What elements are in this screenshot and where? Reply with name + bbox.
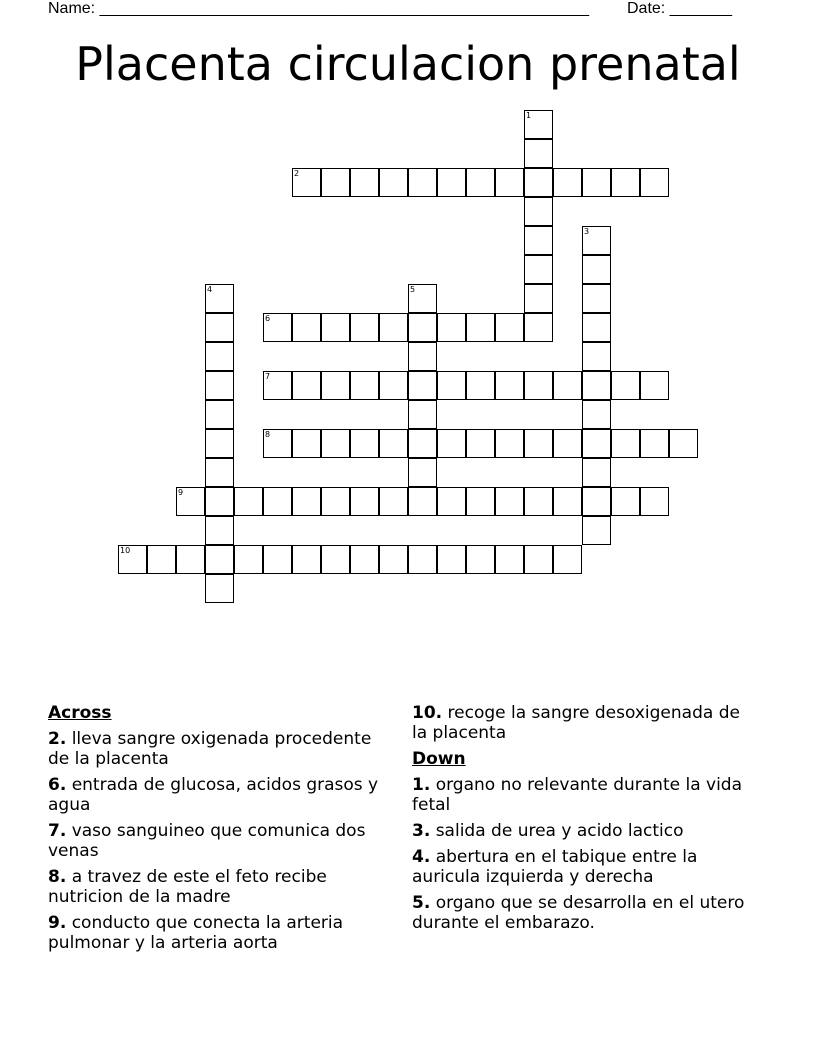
grid-cell[interactable]: [582, 400, 611, 429]
grid-cell[interactable]: [263, 429, 292, 458]
grid-cell[interactable]: [350, 313, 379, 342]
grid-cell[interactable]: [582, 313, 611, 342]
grid-cell[interactable]: [524, 110, 553, 139]
grid-cell[interactable]: [176, 545, 205, 574]
grid-cell[interactable]: [553, 545, 582, 574]
clue-down-3: [412, 821, 752, 841]
grid-cell[interactable]: [292, 371, 321, 400]
grid-cell[interactable]: [350, 545, 379, 574]
clue-number: 2.: [48, 729, 67, 749]
grid-cell[interactable]: [524, 255, 553, 284]
grid-cell[interactable]: [379, 429, 408, 458]
grid-cell[interactable]: [495, 168, 524, 197]
grid-cell[interactable]: [437, 168, 466, 197]
grid-cell[interactable]: [205, 574, 234, 603]
page-title: Placenta circulacion prenatal: [75, 37, 741, 91]
grid-cell[interactable]: [466, 168, 495, 197]
clue-number: 10.: [412, 703, 443, 723]
grid-cell[interactable]: [263, 313, 292, 342]
grid-cell[interactable]: [640, 371, 669, 400]
grid-cell[interactable]: [437, 371, 466, 400]
grid-cell[interactable]: [524, 226, 553, 255]
cell-number: 5: [410, 285, 416, 294]
grid-cell[interactable]: [553, 487, 582, 516]
clue-text: organo no relevante durante la vida fetal: [412, 775, 743, 815]
grid-cell[interactable]: [379, 313, 408, 342]
grid-cell[interactable]: [321, 313, 350, 342]
grid-cell[interactable]: [321, 371, 350, 400]
clue-text: lleva sangre oxigenada procedente de la placenta: [48, 729, 372, 769]
grid-cell[interactable]: [176, 487, 205, 516]
grid-cell[interactable]: [611, 371, 640, 400]
grid-cell[interactable]: [234, 545, 263, 574]
grid-cell[interactable]: [350, 429, 379, 458]
grid-cell[interactable]: [582, 168, 611, 197]
grid-cell[interactable]: [379, 371, 408, 400]
grid-cell[interactable]: [495, 429, 524, 458]
grid-cell[interactable]: [582, 371, 611, 400]
grid-cell[interactable]: [582, 516, 611, 545]
grid-cell[interactable]: [408, 429, 437, 458]
clue-text: conducto que conecta la arteria pulmonar y la arteria aorta: [48, 913, 344, 953]
grid-cell[interactable]: [466, 371, 495, 400]
grid-cell[interactable]: [524, 168, 553, 197]
grid-cell[interactable]: [524, 545, 553, 574]
clue-number: 6.: [48, 775, 67, 795]
grid-cell[interactable]: [205, 371, 234, 400]
grid-cell[interactable]: [582, 487, 611, 516]
grid-cell[interactable]: [524, 371, 553, 400]
grid-cell[interactable]: [495, 371, 524, 400]
clue-across-8: [48, 867, 388, 907]
grid-cell[interactable]: [553, 371, 582, 400]
cell-number: 8: [265, 430, 271, 439]
grid-cell[interactable]: [582, 342, 611, 371]
clue-text: organo que se desarrolla en el utero durante el embarazo.: [412, 893, 745, 933]
clue-number: 8.: [48, 867, 67, 887]
cell-number: 9: [178, 488, 184, 497]
grid-cell[interactable]: [292, 487, 321, 516]
clue-number: 7.: [48, 821, 67, 841]
name-field-label: Name: _______________________________________________________: [48, 0, 589, 17]
grid-cell[interactable]: [466, 487, 495, 516]
grid-cell[interactable]: [582, 255, 611, 284]
grid-cell[interactable]: [437, 487, 466, 516]
grid-cell[interactable]: [408, 487, 437, 516]
clue-text: entrada de glucosa, acidos grasos y agua: [48, 775, 379, 815]
grid-cell[interactable]: [466, 545, 495, 574]
clue-text: abertura en el tabique entre la auricula izquierda y derecha: [412, 847, 698, 887]
grid-cell[interactable]: [669, 429, 698, 458]
clue-number: 1.: [412, 775, 431, 795]
cell-number: 10: [120, 546, 131, 555]
grid-cell[interactable]: [524, 429, 553, 458]
grid-cell[interactable]: [437, 313, 466, 342]
date-field-label: Date: _______: [627, 0, 732, 17]
grid-cell[interactable]: [524, 487, 553, 516]
grid-cell[interactable]: [321, 545, 350, 574]
clue-down-1: [412, 775, 752, 815]
grid-cell[interactable]: [263, 545, 292, 574]
clue-text: recoge la sangre desoxigenada de la placenta: [412, 703, 740, 743]
clue-down-5: [412, 893, 752, 933]
grid-cell[interactable]: [292, 545, 321, 574]
clue-number: 4.: [412, 847, 431, 867]
grid-cell[interactable]: [408, 371, 437, 400]
grid-cell[interactable]: [640, 487, 669, 516]
grid-cell[interactable]: [408, 545, 437, 574]
cell-number: 1: [526, 111, 532, 120]
grid-cell[interactable]: [379, 168, 408, 197]
grid-cell[interactable]: [292, 429, 321, 458]
grid-cell[interactable]: [408, 284, 437, 313]
grid-cell[interactable]: [611, 168, 640, 197]
grid-cell[interactable]: [640, 429, 669, 458]
clue-down-4: [412, 847, 752, 887]
cell-number: 3: [584, 227, 590, 236]
grid-cell[interactable]: [205, 284, 234, 313]
grid-cell[interactable]: [205, 516, 234, 545]
grid-cell[interactable]: [553, 429, 582, 458]
grid-cell[interactable]: [321, 487, 350, 516]
clue-number: 9.: [48, 913, 67, 933]
grid-cell[interactable]: [263, 371, 292, 400]
grid-cell[interactable]: [582, 284, 611, 313]
grid-cell[interactable]: [408, 342, 437, 371]
grid-cell[interactable]: [408, 400, 437, 429]
grid-cell[interactable]: [205, 313, 234, 342]
grid-cell[interactable]: [350, 371, 379, 400]
cell-number: 6: [265, 314, 271, 323]
grid-cell[interactable]: [611, 429, 640, 458]
clue-across-2: [48, 729, 388, 769]
grid-cell[interactable]: [118, 545, 147, 574]
grid-cell[interactable]: [321, 168, 350, 197]
grid-cell[interactable]: [437, 545, 466, 574]
grid-cell[interactable]: [466, 429, 495, 458]
grid-cell[interactable]: [350, 168, 379, 197]
clues-left-column: [48, 703, 388, 959]
grid-cell[interactable]: [582, 226, 611, 255]
grid-cell[interactable]: [524, 139, 553, 168]
grid-cell[interactable]: [553, 168, 582, 197]
grid-cell[interactable]: [205, 487, 234, 516]
grid-cell[interactable]: [495, 313, 524, 342]
clue-number: 5.: [412, 893, 431, 913]
grid-cell[interactable]: [408, 168, 437, 197]
down-heading: Down: [412, 749, 466, 769]
across-heading: Across: [48, 703, 112, 723]
grid-cell[interactable]: [640, 168, 669, 197]
clue-text: vaso sanguineo que comunica dos venas: [48, 821, 366, 861]
grid-cell[interactable]: [205, 458, 234, 487]
clue-across-6: [48, 775, 388, 815]
grid-cell[interactable]: [379, 545, 408, 574]
grid-cell[interactable]: [292, 313, 321, 342]
grid-cell[interactable]: [524, 284, 553, 313]
grid-cell[interactable]: [495, 487, 524, 516]
grid-cell[interactable]: [524, 313, 553, 342]
grid-cell[interactable]: [292, 168, 321, 197]
cell-number: 4: [207, 285, 213, 294]
grid-cell[interactable]: [466, 313, 495, 342]
grid-cell[interactable]: [437, 429, 466, 458]
grid-cell[interactable]: [408, 313, 437, 342]
grid-cell[interactable]: [350, 487, 379, 516]
clue-text: a travez de este el feto recibe nutricion de la madre: [48, 867, 327, 907]
clue-text: salida de urea y acido lactico: [435, 821, 684, 841]
grid-cell[interactable]: [321, 429, 350, 458]
clue-across-7: [48, 821, 388, 861]
grid-cell[interactable]: [205, 342, 234, 371]
grid-cell[interactable]: [205, 400, 234, 429]
cell-number: 2: [294, 169, 300, 178]
cell-number: 7: [265, 372, 271, 381]
grid-cell[interactable]: [582, 429, 611, 458]
clues-right-column: [412, 703, 752, 939]
grid-cell[interactable]: [524, 197, 553, 226]
clue-number: 3.: [412, 821, 431, 841]
grid-cell[interactable]: [408, 458, 437, 487]
grid-cell[interactable]: [495, 545, 524, 574]
grid-cell[interactable]: [205, 429, 234, 458]
grid-cell[interactable]: [611, 487, 640, 516]
grid-cell[interactable]: [205, 545, 234, 574]
clue-across-10: [412, 703, 752, 743]
clue-across-9: [48, 913, 388, 953]
grid-cell[interactable]: [234, 487, 263, 516]
grid-cell[interactable]: [582, 458, 611, 487]
grid-cell[interactable]: [147, 545, 176, 574]
grid-cell[interactable]: [379, 487, 408, 516]
grid-cell[interactable]: [263, 487, 292, 516]
